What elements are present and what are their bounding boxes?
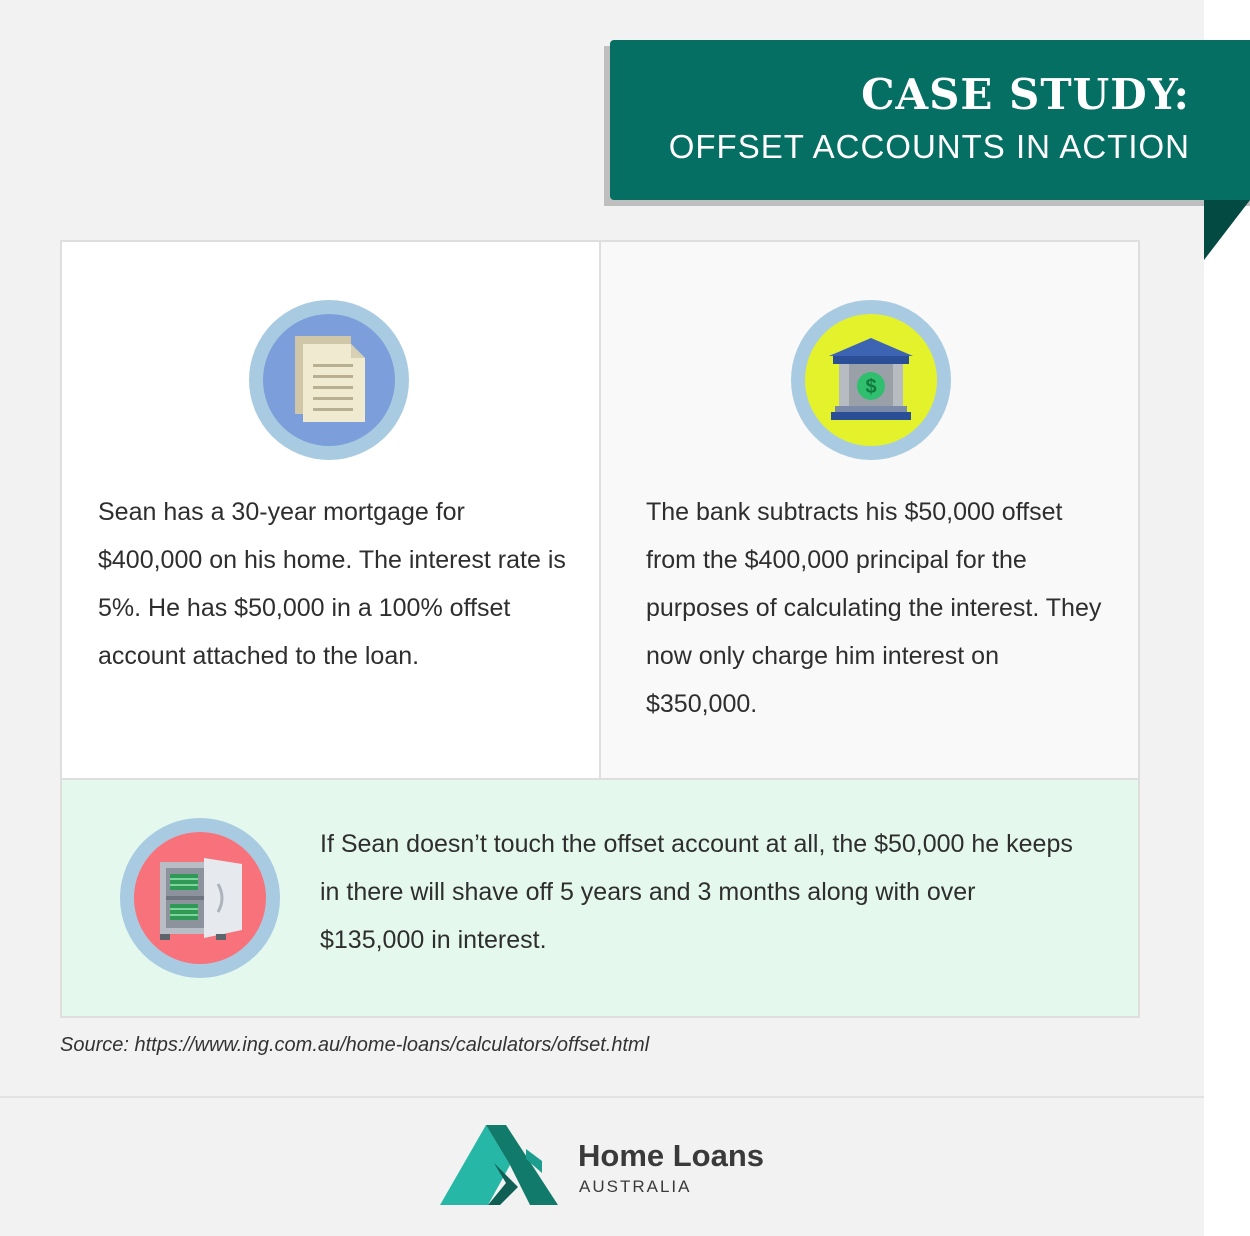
mortgage-description: Sean has a 30-year mortgage for $400,000 on his home. The interest rate is 5%. He has $50,000 in a 100% offset account attached to the loan. (98, 498, 566, 670)
source-citation: Source: https://www.ing.com.au/home-loans/calculators/offset.html (60, 1034, 650, 1056)
logo-name: Home Loans (578, 1138, 765, 1173)
footer-divider (0, 1096, 1204, 1098)
savings-description: If Sean doesn’t touch the offset account at all, the $50,000 he keeps in there will shave off 5 years and 3 months along with over $135,000 in interest. (320, 830, 1073, 954)
panel-mortgage (60, 240, 601, 780)
panel-bank (599, 240, 1140, 780)
document-icon (249, 300, 409, 460)
header-banner (610, 40, 1250, 200)
page-title: CASE STUDY: (861, 70, 1190, 119)
bank-description: The bank subtracts his $50,000 offset from the $400,000 principal for the purposes of calculating the interest. They now only charge him interest on $350,000. (646, 498, 1102, 718)
logo-subtitle: AUSTRALIA (579, 1177, 692, 1196)
safe-icon (120, 818, 280, 978)
home-loans-logo-icon (440, 1125, 560, 1207)
panel-savings (60, 778, 1140, 1018)
bank-icon (791, 300, 951, 460)
banner-fold (1204, 200, 1250, 260)
svg-text:$: $ (865, 376, 877, 398)
page-subtitle: OFFSET ACCOUNTS IN ACTION (668, 128, 1190, 165)
